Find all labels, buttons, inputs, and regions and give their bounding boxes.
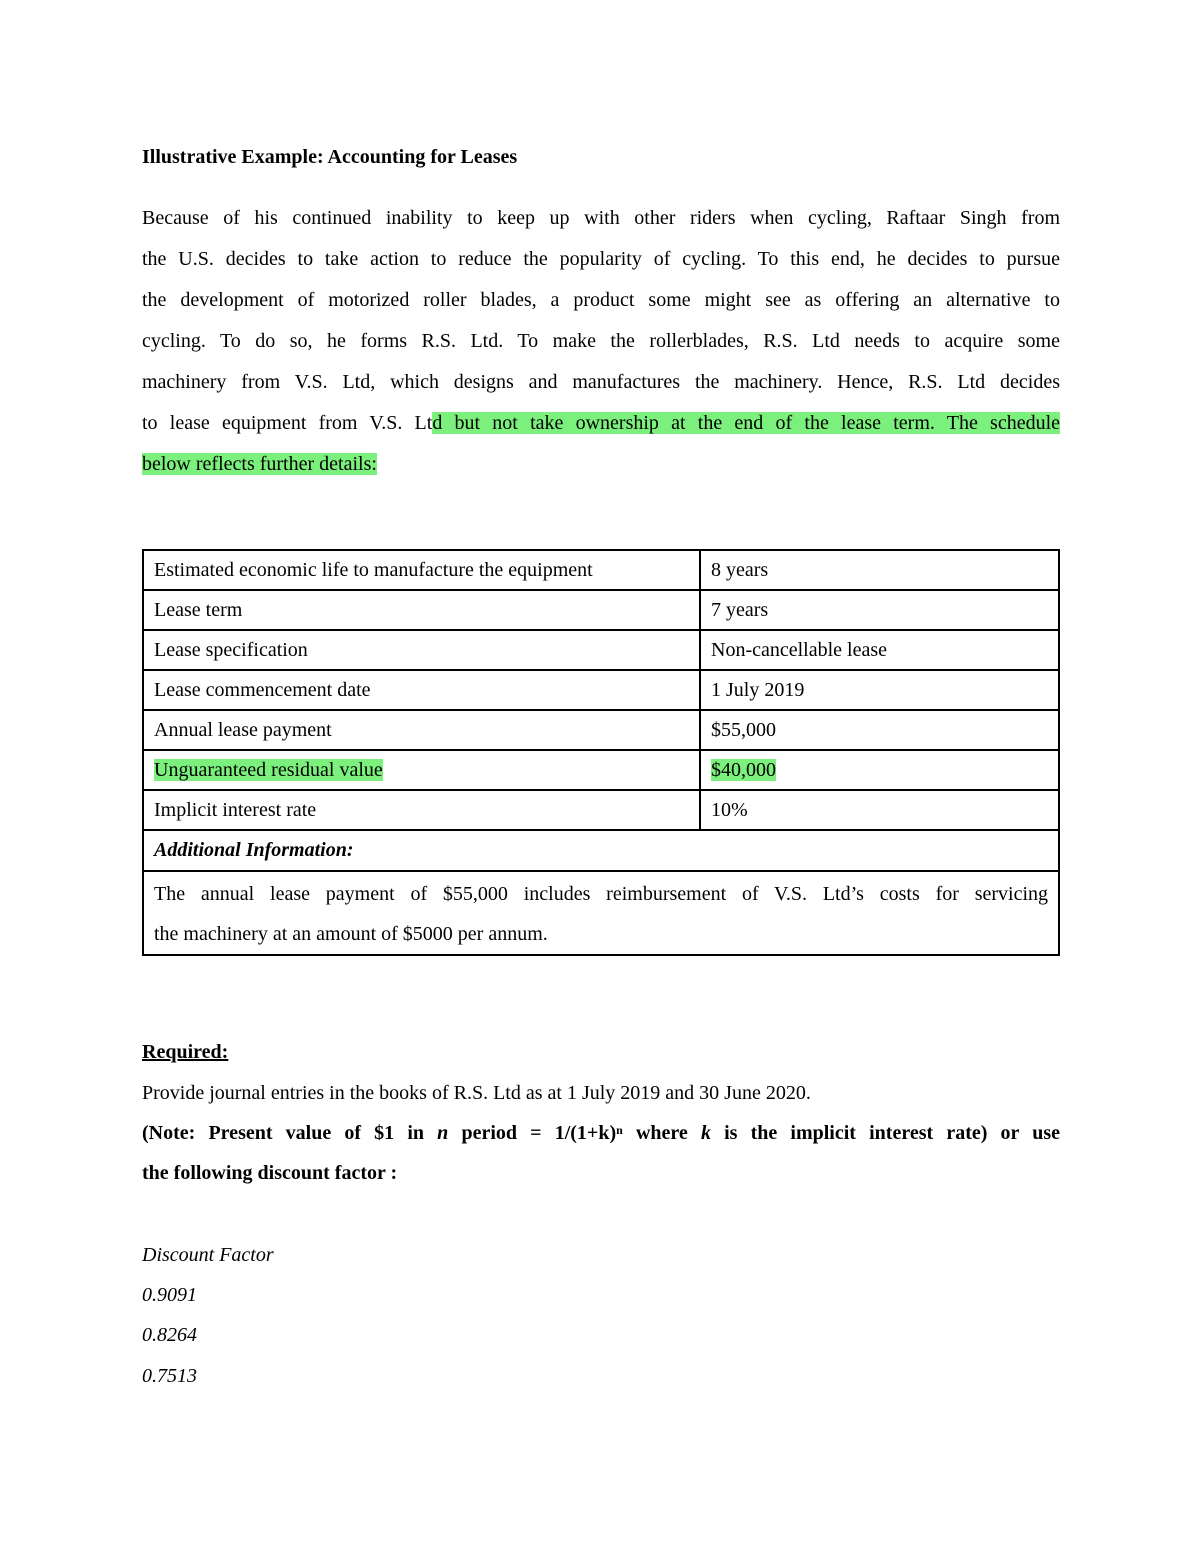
table-cell-value: 8 years xyxy=(700,550,1059,590)
note-superscript: n xyxy=(616,1123,623,1137)
highlighted-text: d but not take ownership at the end of the lease term. The schedule xyxy=(432,412,1061,434)
note-text: period = 1/(1+k) xyxy=(448,1122,617,1144)
intro-paragraph xyxy=(142,204,1060,491)
table-row xyxy=(143,670,1059,710)
discount-factor-value: 0.9091 xyxy=(142,1284,197,1306)
table-cell-label: Lease term xyxy=(143,590,700,630)
table-cell-value: 7 years xyxy=(700,590,1059,630)
table-row xyxy=(143,550,1059,590)
table-row xyxy=(143,590,1059,630)
required-instruction: Provide journal entries in the books of R.S. Ltd as at 1 July 2019 and 30 June 2020. xyxy=(142,1082,811,1104)
note-line xyxy=(142,1120,1060,1146)
discount-factor-heading: Discount Factor xyxy=(142,1244,274,1266)
table-cell-label: Lease specification xyxy=(143,630,700,670)
document-title: Illustrative Example: Accounting for Leases xyxy=(142,146,518,168)
table-row xyxy=(143,830,1059,871)
note-text: is the implicit interest rate) or use xyxy=(710,1122,1060,1144)
paragraph-line: the U.S. decides to take action to reduce the popularity of cycling. To this end, he decides to pursue xyxy=(142,248,1060,270)
table-cell-label: Annual lease payment xyxy=(143,710,700,750)
additional-info-line: the machinery at an amount of $5000 per annum. xyxy=(154,923,548,945)
note-variable-k: k xyxy=(700,1122,711,1144)
table-row xyxy=(143,710,1059,750)
additional-info-line: The annual lease payment of $55,000 includes reimbursement of V.S. Ltd’s costs for servicing xyxy=(154,883,1048,905)
table-cell-value: 10% xyxy=(700,790,1059,830)
table-cell-value: $55,000 xyxy=(700,710,1059,750)
discount-factor-value: 0.8264 xyxy=(142,1324,197,1346)
table-cell-value xyxy=(700,750,1059,790)
required-heading: Required: xyxy=(142,1041,229,1063)
paragraph-line: machinery from V.S. Ltd, which designs and manufactures the machinery. Hence, R.S. Ltd decides xyxy=(142,371,1060,393)
discount-factor-value: 0.7513 xyxy=(142,1365,197,1387)
paragraph-text: to lease equipment from V.S. Lt xyxy=(142,412,433,434)
additional-info-text xyxy=(143,871,1059,955)
paragraph-line xyxy=(142,450,1060,491)
highlighted-text: $40,000 xyxy=(711,758,776,781)
table-cell-value: Non-cancellable lease xyxy=(700,630,1059,670)
paragraph-line: cycling. To do so, he forms R.S. Ltd. To make the rollerblades, R.S. Ltd needs to acquire some xyxy=(142,330,1060,352)
table-cell-label: Lease commencement date xyxy=(143,670,700,710)
paragraph-line: Because of his continued inability to keep up with other riders when cycling, Raftaar Singh from xyxy=(142,207,1060,229)
table-row xyxy=(143,790,1059,830)
highlighted-text: below reflects further details: xyxy=(142,453,377,475)
table-row xyxy=(143,871,1059,955)
table-cell-label: Estimated economic life to manufacture the equipment xyxy=(143,550,700,590)
paragraph-line: the development of motorized roller blades, a product some might see as offering an alternative to xyxy=(142,289,1060,311)
table-row xyxy=(143,630,1059,670)
table-cell-value: 1 July 2019 xyxy=(700,670,1059,710)
note-text: where xyxy=(622,1122,701,1144)
lease-details-table xyxy=(142,549,1060,956)
table-cell-label: Implicit interest rate xyxy=(143,790,700,830)
paragraph-line xyxy=(142,409,1060,450)
table-cell-label xyxy=(143,750,700,790)
note-variable-n: n xyxy=(437,1122,449,1144)
highlighted-text: Unguaranteed residual value xyxy=(154,758,383,781)
note-text: (Note: Present value of $1 in xyxy=(142,1122,438,1144)
additional-info-heading: Additional Information: xyxy=(143,830,1059,871)
table-row xyxy=(143,750,1059,790)
note-line-2: the following discount factor : xyxy=(142,1162,398,1184)
